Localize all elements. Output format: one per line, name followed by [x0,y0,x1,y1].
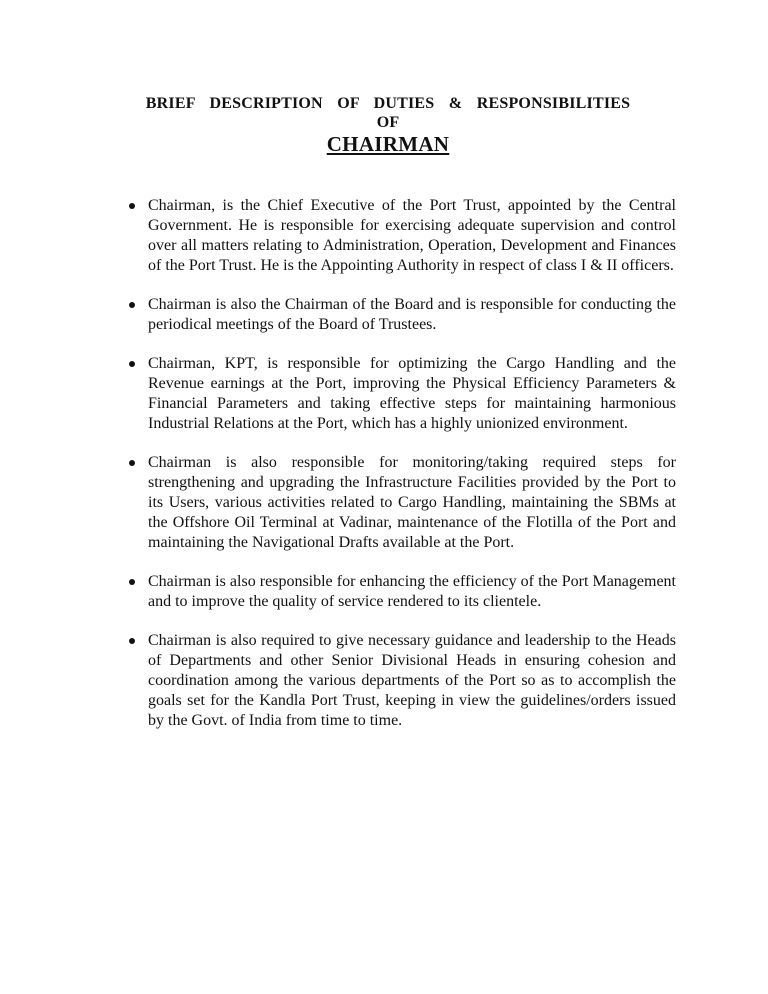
list-item-text: Chairman is also the Chairman of the Board and is responsible for conducting the periodical meetings of the Board of Trustees. [148,296,676,333]
bullet-icon [129,638,135,644]
list-item-text: Chairman, KPT, is responsible for optimizing the Cargo Handling and the Revenue earnings at the Port, improving the Physical Efficiency Parameters & Financial Parameters and taking effective steps for maintaining harmonious Industrial Relations at the Port, which has a highly unionized environment. [148,355,676,432]
list-item [0,354,768,434]
bullet-icon [129,579,135,585]
list-item-text: Chairman is also responsible for monitoring/taking required steps for strengthening and upgrading the Infrastructure Facilities provided by the Port to its Users, various activities related to Cargo Handling, maintaining the SBMs at the Offshore Oil Terminal at Vadinar, maintenance of the Flotilla of the Port and maintaining the Navigational Drafts available at the Port. [148,454,676,551]
bullet-icon [129,361,135,367]
bullet-icon [129,203,135,209]
list-item [0,453,768,553]
bullet-icon [129,460,135,466]
bullet-icon [129,302,135,308]
list-item [0,572,768,612]
list-item [0,295,768,335]
heading-line-1: BRIEF DESCRIPTION OF DUTIES & RESPONSIBILITIES [145,95,631,112]
document-heading [0,94,768,156]
list-item [0,196,768,276]
list-item-text: Chairman is also responsible for enhancing the efficiency of the Port Management and to improve the quality of service rendered to its clientele. [148,573,676,610]
list-item [0,631,768,731]
list-item-text: Chairman is also required to give necessary guidance and leadership to the Heads of Departments and other Senior Divisional Heads in ensuring cohesion and coordination among the various departments of the Port so as to accomplish the goals set for the Kandla Port Trust, keeping in view the guidelines/orders issued by the Govt. of India from time to time. [148,632,676,729]
duties-list [0,196,768,750]
heading-title: CHAIRMAN [326,132,450,156]
heading-line-2: OF [376,114,400,131]
list-item-text: Chairman, is the Chief Executive of the Port Trust, appointed by the Central Government. He is responsible for exercising adequate supervision and control over all matters relating to Administration, Operation, Development and Finances of the Port Trust. He is the Appointing Authority in respect of class I & II officers. [148,197,676,274]
